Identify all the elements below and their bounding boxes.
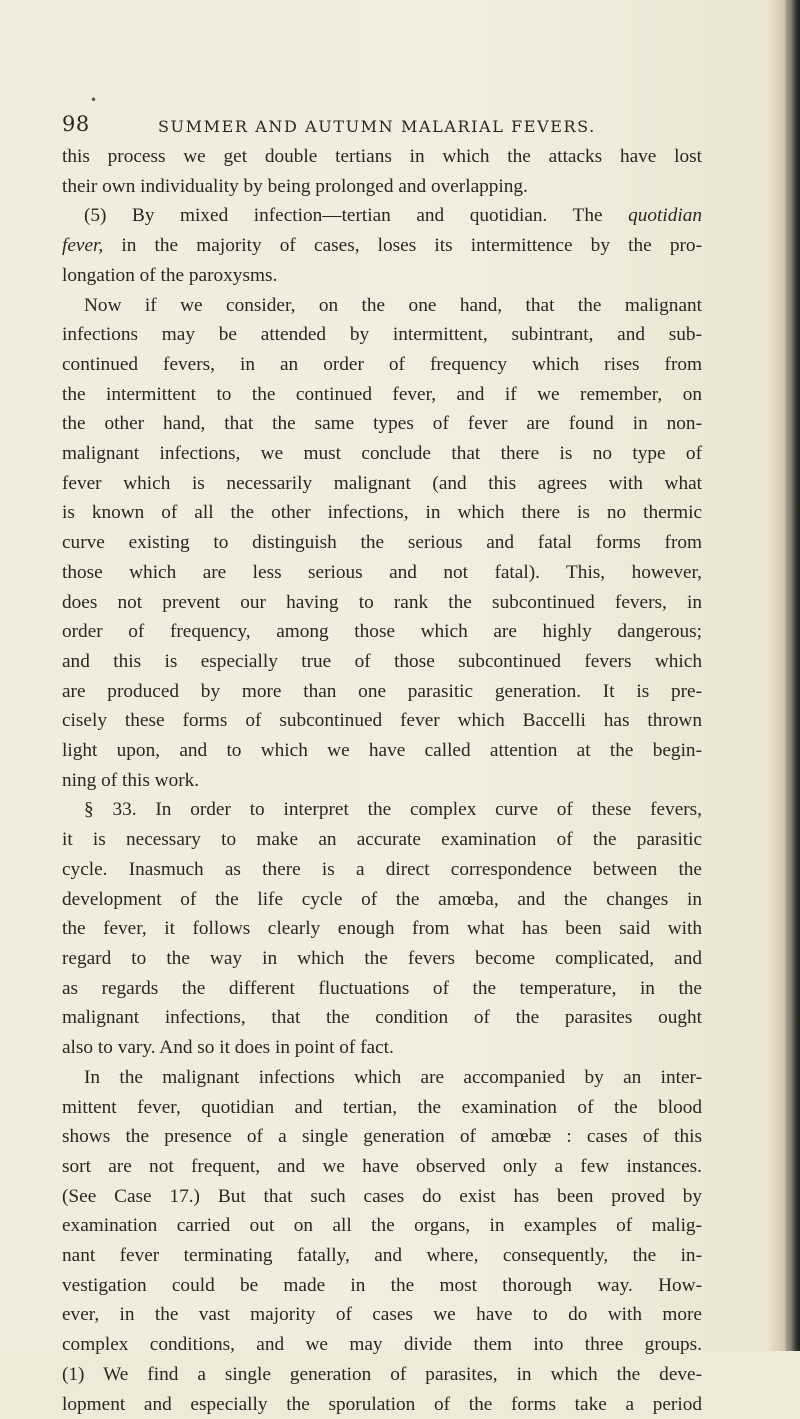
text-run: in the majority of cases, loses its intermittence by the pro- — [103, 235, 702, 257]
text-line: shows the presence of a single generation of amœbæ : cases of this — [62, 1126, 702, 1148]
text-line: vestigation could be made in the most thorough way. How- — [62, 1274, 702, 1296]
text-line: ever, in the vast majority of cases we have to do with more — [62, 1304, 702, 1326]
text-line: infections may be attended by intermittent, subintrant, and sub- — [62, 324, 702, 346]
text-line: lopment and especially the sporulation of the forms take a period — [62, 1393, 702, 1415]
text-line: nant fever terminating fatally, and where, consequently, the in- — [62, 1245, 702, 1267]
text-line: this process we get double tertians in which the attacks have lost — [62, 146, 702, 167]
running-head: SUMMER AND AUTUMN MALARIAL FEVERS. — [158, 117, 596, 136]
ink-mark: • — [90, 93, 98, 107]
text-line: curve existing to distinguish the serious and fatal forms from — [62, 532, 702, 554]
text-line: it is necessary to make an accurate examination of the parasitic — [62, 829, 702, 851]
text-line: fever which is necessarily malignant (and this agrees with what — [62, 472, 702, 494]
text-line: development of the life cycle of the amœba, and the changes in — [62, 888, 702, 910]
text-line: malignant infections, we must conclude that there is no type of — [62, 443, 702, 465]
text-line: are produced by more than one parasitic generation. It is pre- — [62, 680, 702, 702]
page-edge-shadow — [786, 0, 800, 1351]
text-line: the other hand, that the same types of fever are found in non- — [62, 413, 702, 435]
text-line — [62, 201, 702, 231]
text-line: those which are less serious and not fatal). This, however, — [62, 561, 702, 583]
text-line: cycle. Inasmuch as there is a direct correspondence between the — [62, 858, 702, 880]
text-line: (See Case 17.) But that such cases do exist has been proved by — [62, 1185, 702, 1207]
text-run: (5) By mixed infection—tertian and quotidian. The — [84, 205, 629, 227]
text-line: the intermittent to the continued fever, and if we remember, on — [62, 383, 702, 405]
italic-term: fever, — [62, 235, 104, 257]
text-line: light upon, and to which we have called attention at the begin- — [62, 740, 702, 762]
text-line: mittent fever, quotidian and tertian, the examination of the blood — [62, 1096, 702, 1118]
text-line: complex conditions, and we may divide them into three groups. — [62, 1334, 702, 1356]
text-line: also to vary. And so it does in point of fact. — [62, 1037, 394, 1059]
body-text — [62, 142, 702, 1419]
text-line — [62, 231, 702, 261]
text-line: (1) We find a single generation of parasites, in which the deve- — [62, 1363, 702, 1385]
text-line: the fever, it follows clearly enough from what has been said with — [62, 918, 702, 940]
text-line: as regards the different fluctuations of the temperature, in the — [62, 977, 702, 999]
text-line: regard to the way in which the fevers become complicated, and — [62, 947, 702, 969]
page-header — [62, 112, 702, 140]
text-line: sort are not frequent, and we have observed only a few instances. — [62, 1155, 702, 1177]
text-line: cisely these forms of subcontinued fever which Baccelli has thrown — [62, 710, 702, 732]
text-line: continued fevers, in an order of frequency which rises from — [62, 353, 702, 375]
page-number: 98 — [62, 112, 90, 136]
text-line: order of frequency, among those which are highly dangerous; — [62, 621, 702, 643]
italic-term: quotidian — [628, 205, 702, 227]
text-line: malignant infections, that the condition of the parasites ought — [62, 1007, 702, 1029]
text-line: is known of all the other infections, in which there is no thermic — [62, 502, 702, 524]
text-line: longation of the paroxysms. — [62, 264, 278, 286]
text-line: and this is especially true of those subcontinued fevers which — [62, 650, 702, 672]
text-line: In the malignant infections which are accompanied by an inter- — [84, 1066, 702, 1088]
text-line: Now if we consider, on the one hand, that the malignant — [84, 294, 702, 316]
text-line: does not prevent our having to rank the subcontinued fevers, in — [62, 591, 702, 613]
text-line: examination carried out on all the organs, in examples of malig- — [62, 1215, 702, 1237]
text-line: § 33. In order to interpret the complex curve of these fevers, — [84, 799, 702, 821]
text-line: their own individuality by being prolonged and overlapping. — [62, 175, 528, 197]
text-line: ning of this work. — [62, 769, 200, 791]
